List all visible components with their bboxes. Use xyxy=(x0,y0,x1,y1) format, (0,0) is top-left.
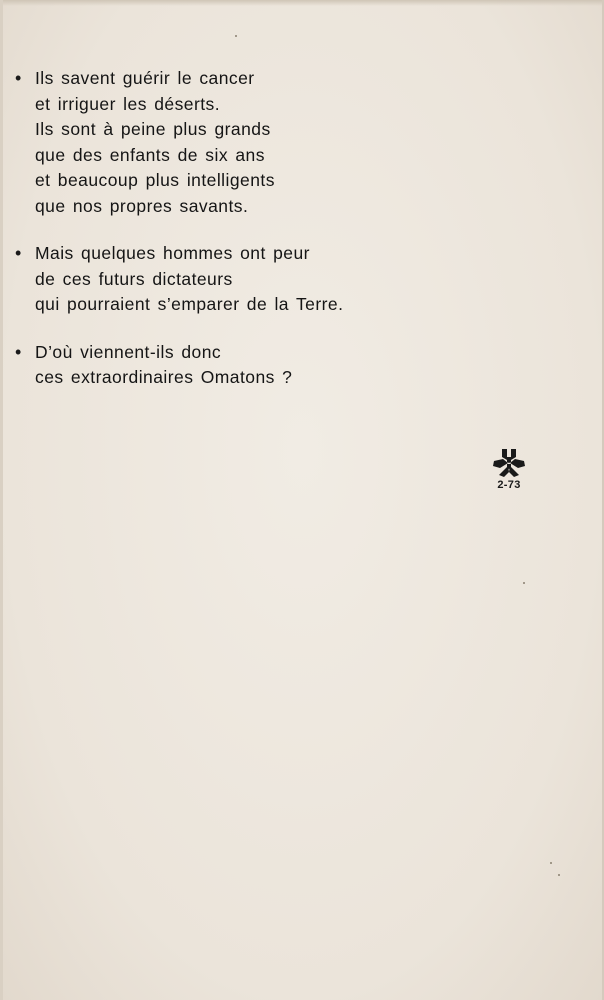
blurb-line: et irriguer les déserts. xyxy=(35,93,221,114)
blurb-line: D’où viennent-ils donc xyxy=(35,341,222,362)
blurb-line: ces extraordinaires Omatons ? xyxy=(35,367,293,387)
blurb-paragraph-1 xyxy=(15,66,575,219)
paper-speck xyxy=(550,862,552,864)
publication-code: 2-73 xyxy=(497,479,521,491)
blurb-line: Ils sont à peine plus grands xyxy=(35,119,271,139)
publisher-logo-icon xyxy=(492,448,526,478)
blurb-paragraph-3 xyxy=(15,340,575,391)
bullet: • xyxy=(15,243,22,263)
bullet: • xyxy=(15,68,22,88)
paper-speck xyxy=(235,35,237,37)
blurb-line: de ces futurs dictateurs xyxy=(35,268,233,289)
paper-speck xyxy=(523,582,525,584)
blurb-line: que nos propres savants. xyxy=(35,195,249,216)
publisher-mark xyxy=(489,448,529,491)
bullet: • xyxy=(15,341,22,362)
back-cover-blurb xyxy=(15,66,575,413)
paper-speck xyxy=(558,874,560,876)
blurb-line: que des enfants de six ans xyxy=(35,144,265,165)
blurb-line: qui pourraient s’emparer de la Terre. xyxy=(35,294,344,314)
blurb-line: Mais quelques hommes ont peur xyxy=(35,243,310,263)
blurb-line: et beaucoup plus intelligents xyxy=(35,170,275,190)
blurb-paragraph-2 xyxy=(15,241,575,318)
blurb-line: Ils savent guérir le cancer xyxy=(35,68,255,88)
